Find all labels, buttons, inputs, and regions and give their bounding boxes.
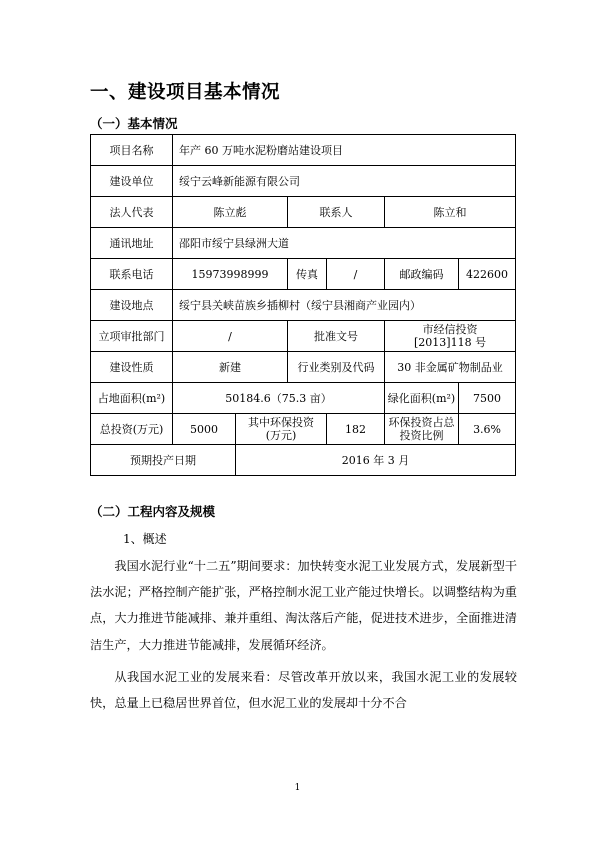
value-location: 绥宁县关峡苗族乡插柳村（绥宁县湘商产业园内） xyxy=(173,290,516,321)
value-env-investment: 182 xyxy=(327,414,385,445)
page-number: 1 xyxy=(294,783,301,793)
approval-doc-line2: [2013]118 号 xyxy=(414,336,487,349)
value-contact: 陈立和 xyxy=(385,197,516,228)
value-address: 邵阳市绥宁县绿洲大道 xyxy=(173,228,516,259)
value-approval-doc xyxy=(385,321,516,352)
label-approval-doc: 批准文号 xyxy=(288,321,385,352)
label-nature: 建设性质 xyxy=(91,352,173,383)
paragraph-1: 我国水泥行业“十二五”期间要求：加快转变水泥工业发展方式，发展新型干法水泥；严格控制产能扩张，严格控制水泥工业产能过快增长。以调整结构为重点，大力推进节能减排、兼并重组、淘汰落后产能，促进技术进步，全面推进清洁生产，大力推进节能减排，发展循环经济。 xyxy=(90,559,517,652)
table-row xyxy=(91,321,516,352)
label-env-ratio xyxy=(385,414,459,445)
body-text xyxy=(90,553,517,722)
paragraph-2: 从我国水泥工业的发展来看：尽管改革开放以来，我国水泥工业的发展较快，总量上已稳居世界首位，但水泥工业的发展却十分不合 xyxy=(90,669,517,711)
value-production-date: 2016 年 3 月 xyxy=(236,445,516,476)
approval-doc-line1: 市经信投资 xyxy=(422,323,478,336)
label-location: 建设地点 xyxy=(91,290,173,321)
value-approval-dept: / xyxy=(173,321,288,352)
label-industry: 行业类别及代码 xyxy=(288,352,385,383)
env-ratio-label-line2: 投资比例 xyxy=(399,429,444,442)
label-area: 占地面积(m²) xyxy=(91,383,173,414)
value-project-name: 年产 60 万吨水泥粉磨站建设项目 xyxy=(173,135,516,166)
label-project-name: 项目名称 xyxy=(91,135,173,166)
subsection-overview-title: 1、概述 xyxy=(123,532,167,546)
table-row xyxy=(91,352,516,383)
value-green: 7500 xyxy=(459,383,516,414)
label-investment: 总投资(万元) xyxy=(91,414,173,445)
section-scope-title: （二）工程内容及规模 xyxy=(90,504,216,519)
page-title: 一、建设项目基本情况 xyxy=(90,82,281,103)
table-row xyxy=(91,259,516,290)
label-builder: 建设单位 xyxy=(91,166,173,197)
label-postcode: 邮政编码 xyxy=(385,259,459,290)
label-legal-rep: 法人代表 xyxy=(91,197,173,228)
value-area: 50184.6（75.3 亩） xyxy=(173,383,385,414)
basic-info-table xyxy=(90,134,516,476)
label-contact: 联系人 xyxy=(288,197,385,228)
table-row xyxy=(91,290,516,321)
value-nature: 新建 xyxy=(173,352,288,383)
label-fax: 传真 xyxy=(288,259,327,290)
label-approval-dept: 立项审批部门 xyxy=(91,321,173,352)
value-postcode: 422600 xyxy=(459,259,516,290)
env-investment-label-line1: 其中环保投资 xyxy=(248,416,314,429)
table-row xyxy=(91,197,516,228)
value-env-ratio: 3.6% xyxy=(459,414,516,445)
table-row xyxy=(91,166,516,197)
table-row xyxy=(91,383,516,414)
table-row xyxy=(91,135,516,166)
value-phone: 15973998999 xyxy=(173,259,288,290)
value-legal-rep: 陈立彪 xyxy=(173,197,288,228)
value-builder: 绥宁云峰新能源有限公司 xyxy=(173,166,516,197)
value-fax: / xyxy=(327,259,385,290)
value-investment: 5000 xyxy=(173,414,236,445)
table-row xyxy=(91,445,516,476)
env-ratio-label-line1: 环保投资占总 xyxy=(388,416,455,429)
env-investment-label-line2: (万元) xyxy=(265,429,297,442)
value-industry: 30 非金属矿物制品业 xyxy=(385,352,516,383)
label-green: 绿化面积(m²) xyxy=(385,383,459,414)
label-env-investment xyxy=(236,414,327,445)
table-row xyxy=(91,228,516,259)
label-address: 通讯地址 xyxy=(91,228,173,259)
label-phone: 联系电话 xyxy=(91,259,173,290)
section-basic-info-title: （一）基本情况 xyxy=(90,116,178,131)
label-production-date: 预期投产日期 xyxy=(91,445,236,476)
table-row xyxy=(91,414,516,445)
